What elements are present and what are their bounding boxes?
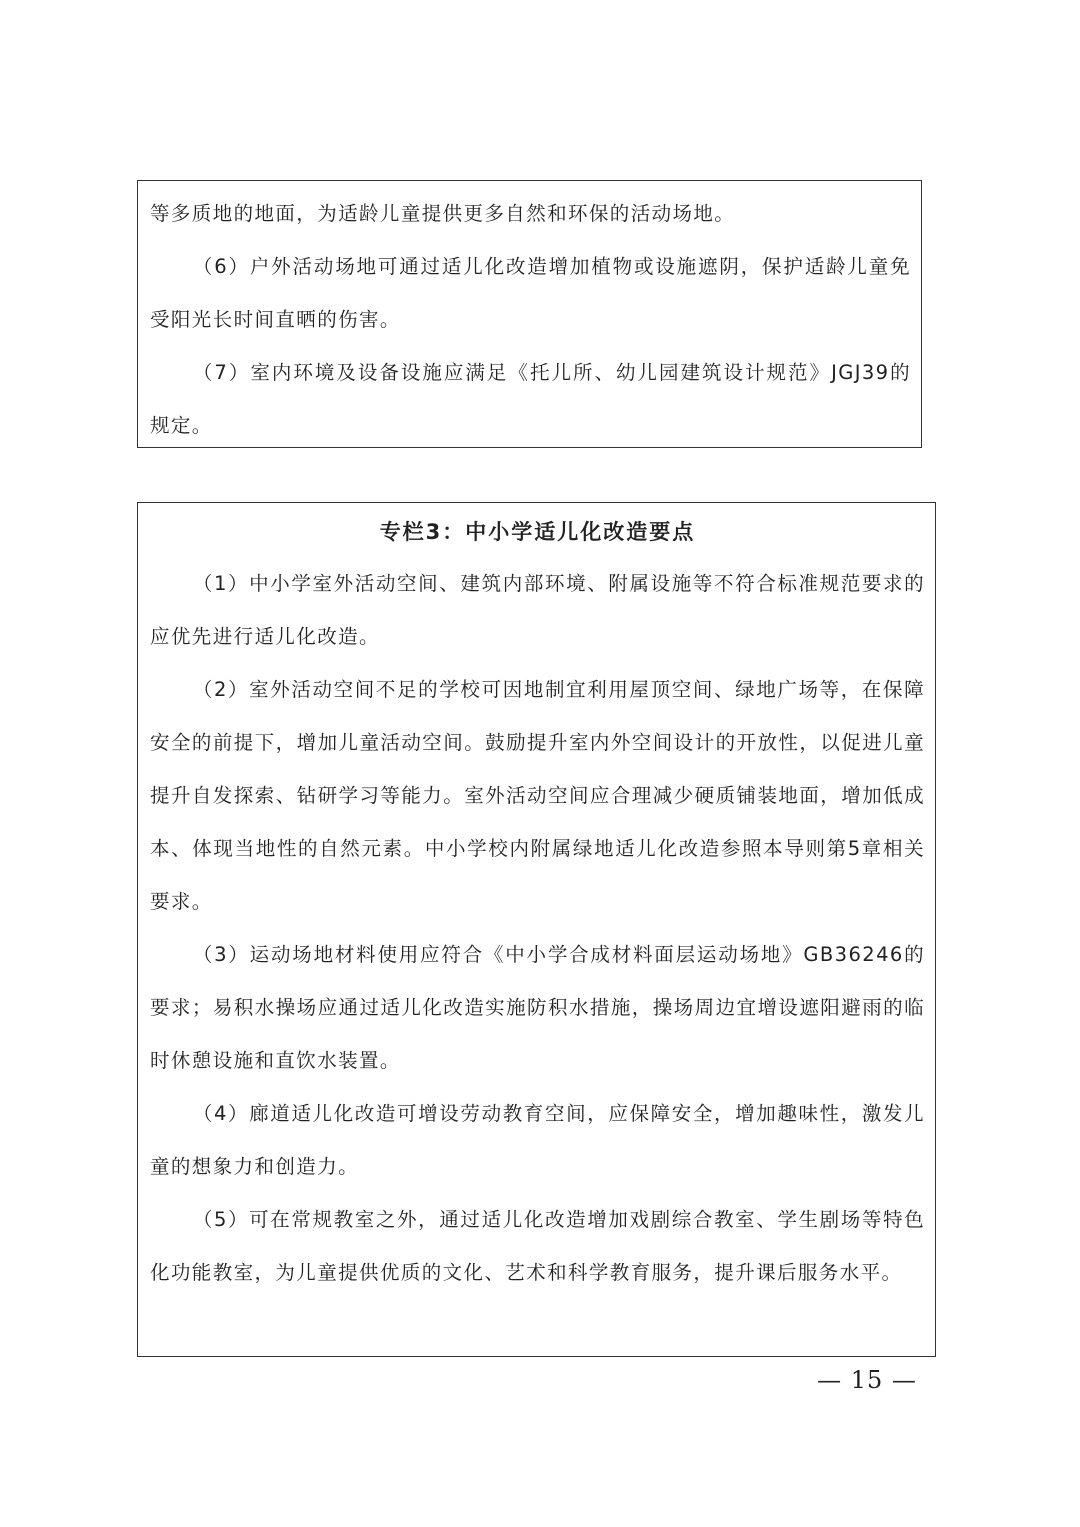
paragraph-item-3: （3）运动场地材料使用应符合《中小学合成材料面层运动场地》GB36246的要求；易积水操场应通过适儿化改造实施防积水措施，操场周边宜增设遮阳避雨的临时休憩设施和直饮水装置。 [150, 943, 925, 1072]
paragraph-continued: 等多质地的地面，为适龄儿童提供更多自然和环保的活动场地。 [150, 202, 736, 225]
column-3-box [137, 502, 936, 1357]
page-number: — 15 — [817, 1366, 917, 1394]
continued-content-box [137, 180, 922, 448]
column-3-title: 专栏3：中小学适儿化改造要点 [379, 520, 696, 544]
paragraph-item-2: （2）室外活动空间不足的学校可因地制宜利用屋顶空间、绿地广场等，在保障安全的前提下，增加儿童活动空间。鼓励提升室内外空间设计的开放性，以促进儿童提升自发探索、钻研学习等能力。室外活动空间应合理减少硬质铺装地面，增加低成本、体现当地性的自然元素。中小学校内附属绿地适儿化改造参照本导则第5章相关要求。 [150, 678, 925, 913]
paragraph-item-7: （7）室内环境及设备设施应满足《托儿所、幼儿园建筑设计规范》JGJ39的规定。 [150, 361, 911, 437]
paragraph-item-5: （5）可在常规教室之外，通过适儿化改造增加戏剧综合教室、学生剧场等特色化功能教室，为儿童提供优质的文化、艺术和科学教育服务，提升课后服务水平。 [150, 1208, 925, 1284]
paragraph-item-6: （6）户外活动场地可通过适儿化改造增加植物或设施遮阴，保护适龄儿童免受阳光长时间直晒的伤害。 [150, 255, 911, 331]
paragraph-item-4: （4）廊道适儿化改造可增设劳动教育空间，应保障安全，增加趣味性，激发儿童的想象力和创造力。 [150, 1102, 925, 1178]
paragraph-item-1: （1）中小学室外活动空间、建筑内部环境、附属设施等不符合标准规范要求的应优先进行适儿化改造。 [150, 572, 925, 648]
